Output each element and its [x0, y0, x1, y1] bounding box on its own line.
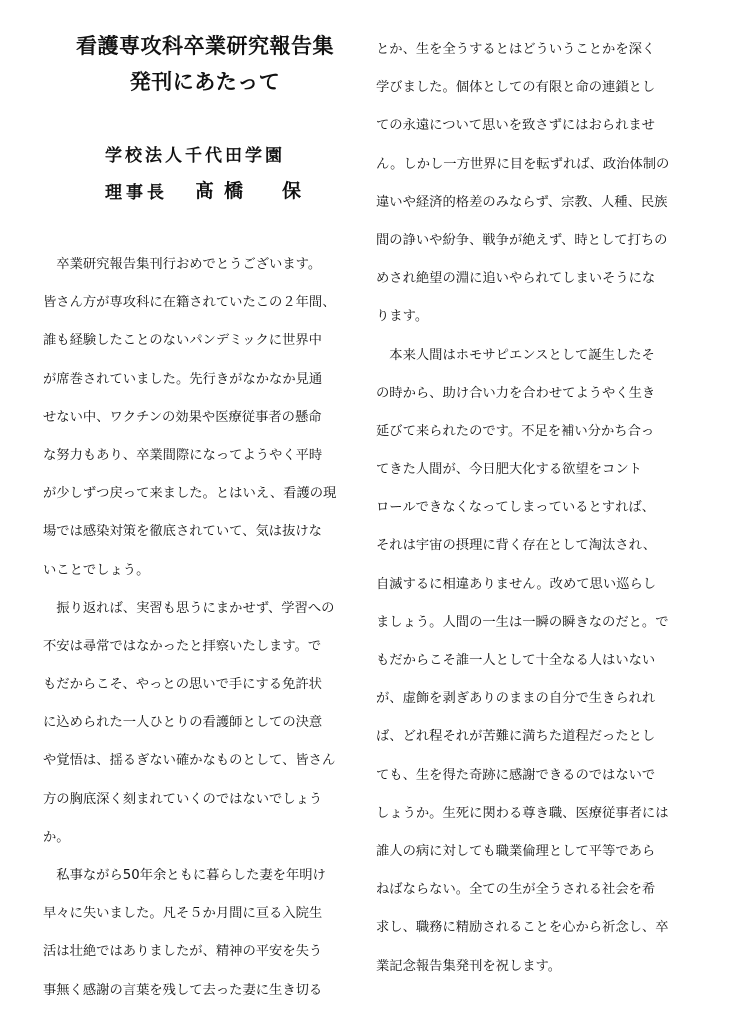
text-line: めされ絶望の淵に追いやられてしまいそうにな — [376, 271, 656, 287]
text-line: 私事ながら50年余ともに暮らした妻を年明け — [43, 868, 326, 883]
text-line: が席巻されていました。先行きがなかなか見通 — [43, 371, 323, 387]
text-line: 業記念報告集発刊を祝します。 — [376, 958, 562, 974]
text-line: 場では感染対策を徹底されていて、気は抜けな — [43, 524, 322, 540]
document-title-line1: 看護専攻科卒業研究報告集 — [76, 34, 334, 58]
text-line: 誰も経験したことのないパンデミックに世界中 — [43, 333, 322, 349]
text-line: ても、生を得た奇跡に感謝できるのではないで — [376, 767, 656, 783]
text-line: てきた人間が、今日肥大化する欲望をコント — [376, 462, 642, 478]
text-line: もだからこそ誰一人として十全なる人はいない — [376, 653, 656, 668]
text-line: な努力もあり、卒業間際になってようやく平時 — [43, 447, 323, 463]
text-line: ば、どれ程それが苦難に満ちた道程だったとし — [376, 729, 656, 745]
text-line: ましょう。人間の一生は一瞬の瞬きなのだと。で — [376, 614, 669, 630]
text-line: 誰人の病に対しても職業倫理として平等であら — [376, 843, 656, 859]
document-title-line2: 発刊にあたって — [129, 70, 281, 94]
author-name: 髙橋 保 — [195, 180, 312, 202]
text-line: 活は壮絶ではありましたが、精神の平安を失う — [43, 944, 323, 960]
text-line: 振り返れば、実習も思うにまかせず、学習への — [43, 600, 335, 616]
text-line: 早々に失いました。凡そ５か月間に亘る入院生 — [43, 906, 323, 922]
text-line: 事無く感謝の言葉を残して去った妻に生き切る — [43, 982, 323, 998]
right-text-column — [376, 31, 696, 986]
text-line: ロールできなくなってしまっているとすれば、 — [376, 500, 655, 516]
text-line: 方の胸底深く刻まれていくのではないでしょう — [43, 791, 323, 807]
text-line: 学びました。個体としての有限と命の連鎖とし — [376, 80, 656, 96]
text-line: せない中、ワクチンの効果や医療従事者の懸命 — [43, 409, 322, 425]
text-line: ねばならない。全ての生が全うされる社会を希 — [376, 882, 656, 898]
text-line: に込められた一人ひとりの看護師としての決意 — [43, 715, 323, 731]
text-line: 違いや経済的格差のみならず、宗教、人種、民族 — [376, 194, 668, 210]
text-line: もだからこそ、やっとの思いで手にする免許状 — [43, 677, 322, 693]
author-organization: 学校法人千代田学園 — [105, 146, 285, 166]
text-line: や覚悟は、揺るぎない確かなものとして、皆さん — [43, 753, 336, 769]
text-line: の時から、助け合い力を合わせてようやく生き — [376, 385, 656, 401]
left-text-column — [43, 246, 363, 1010]
text-line: とか、生を全うするとはどういうことかを深く — [376, 42, 656, 57]
text-line: 卒業研究報告集刊行おめでとうございます。 — [43, 257, 322, 272]
text-line: か。 — [43, 829, 70, 845]
text-line: 本来人間はホモサピエンスとして誕生したそ — [376, 347, 655, 363]
text-line: ん。しかし一方世界に目を転ずれば、政治体制の — [376, 156, 670, 172]
text-line: 不安は尋常ではなかったと拝察いたします。で — [43, 638, 322, 654]
text-line: いことでしょう。 — [43, 562, 150, 578]
text-line: ります。 — [376, 309, 429, 325]
text-line: が少しずつ戻って来ました。とはいえ、看護の現 — [43, 486, 337, 502]
author-role: 理事長 — [105, 183, 168, 203]
text-line: 延びて来られたのです。不足を補い分かち合っ — [376, 423, 655, 439]
text-line: しょうか。生死に関わる尊き職、医療従事者には — [376, 805, 669, 821]
text-line: 自滅するに相違ありません。改めて思い巡らし — [376, 576, 657, 592]
text-line: 間の諍いや紛争、戦争が絶えず、時として打ちの — [376, 232, 668, 248]
text-line: 皆さん方が専攻科に在籍されていたこの２年間、 — [43, 295, 336, 311]
text-line: 求し、職務に精励されることを心から祈念し、卒 — [376, 920, 669, 936]
text-line: それは宇宙の摂理に背く存在として淘汰され、 — [376, 538, 657, 554]
text-line: が、虚飾を剥ぎありのままの自分で生きられれ — [376, 691, 656, 707]
text-line: ての永遠について思いを致さずにはおられませ — [376, 118, 655, 134]
